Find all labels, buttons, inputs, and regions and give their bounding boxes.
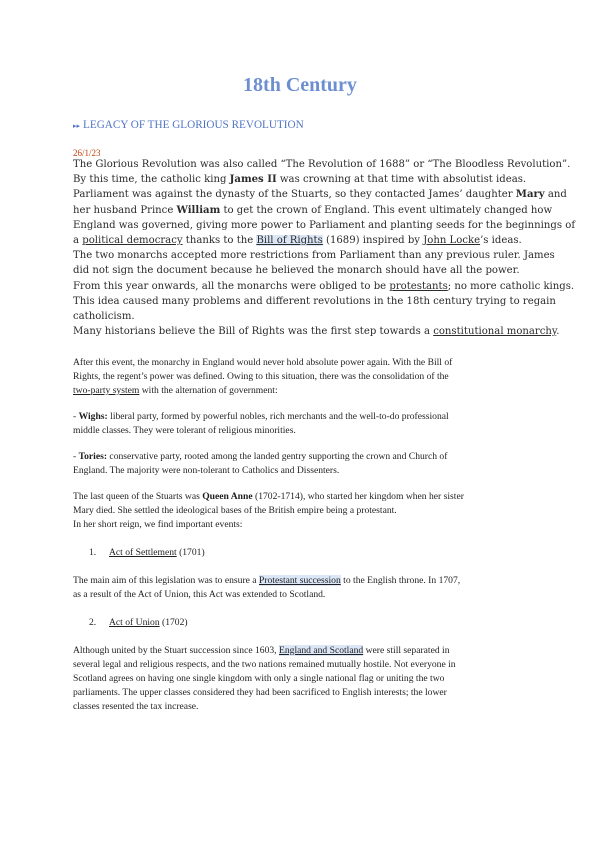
text-line — [73, 504, 543, 518]
paragraph-spacer — [73, 630, 543, 644]
bold-term: Queen Anne — [202, 491, 253, 502]
text-line — [73, 370, 543, 384]
paragraph-spacer — [73, 438, 543, 450]
text-line — [73, 574, 543, 588]
text-run: From this year onwards, all the monarchs were obliged to be — [73, 280, 390, 292]
text-run: Although united by the Stuart succession since 1603, — [73, 645, 279, 656]
text-run: ; no more catholic kings. — [447, 280, 575, 292]
text-run: This idea caused many problems and different revolutions in the 18th century trying to regain — [73, 295, 556, 307]
underlined-term: protestants — [389, 280, 448, 292]
text-run: The main aim of this legislation was to ensure a — [73, 575, 259, 586]
text-run: Mary died. She settled the ideological bases of the British empire being a protestant. — [73, 505, 397, 516]
list-item — [73, 546, 543, 560]
text-run: was crowning at that time with absolutist ideas. — [276, 174, 527, 186]
section-heading — [73, 119, 304, 131]
text-line — [73, 233, 543, 248]
underlined-term: Act of Union — [109, 617, 160, 628]
text-line — [73, 490, 543, 504]
text-line — [73, 218, 576, 233]
text-run: The Glorious Revolution was also called “The Revolution of 1688” or “The Bloodless Revolution”. — [73, 159, 571, 170]
bold-term: William — [176, 204, 221, 216]
text-line — [73, 672, 543, 686]
text-run: thanks to the — [182, 234, 257, 246]
text-line — [73, 309, 543, 324]
parliament-section — [73, 356, 543, 714]
text-line — [73, 187, 567, 202]
text-line — [73, 410, 543, 424]
paragraph-spacer — [73, 478, 543, 490]
paragraph-spacer — [73, 602, 543, 616]
text-run: with the alternation of government: — [139, 385, 278, 396]
text-run: to get the crown of England. This event ultimately changed how — [220, 204, 553, 216]
paragraph-spacer — [73, 560, 543, 574]
text-run: classes resented the tax increase. — [73, 701, 199, 712]
text-line — [73, 700, 543, 714]
bold-term: Mary — [515, 189, 545, 201]
text-run: After this event, the monarchy in England would never hold absolute power again. With the Bill of — [73, 357, 453, 368]
text-run: and — [544, 189, 567, 201]
text-line — [73, 172, 543, 187]
document-title: 18th Century — [243, 74, 357, 96]
list-item — [73, 616, 543, 630]
text-line — [73, 157, 571, 172]
text-run: Scotland agrees on having one single kingdom with only a single national flag or uniting the two — [73, 673, 445, 684]
text-run: - — [73, 451, 79, 462]
bold-term: Wighs: — [78, 411, 108, 422]
highlighted-term: England and Scotland — [278, 645, 364, 656]
text-line — [73, 248, 555, 263]
underlined-term: John Locke — [423, 234, 481, 246]
text-line — [73, 324, 560, 339]
text-run: The last queen of the Stuarts was — [73, 491, 203, 502]
note-date: 26/1/23 — [73, 148, 101, 158]
list-number: 1. — [89, 547, 97, 558]
text-run: were still separated in — [363, 645, 450, 656]
text-run: her husband Prince — [73, 204, 177, 216]
text-run: to the English throne. In 1707, — [340, 575, 461, 586]
text-line — [73, 588, 543, 602]
text-line — [73, 644, 543, 658]
underlined-term: two-party system — [73, 385, 140, 396]
legacy-paragraph — [73, 157, 576, 339]
paragraph-spacer — [73, 398, 543, 410]
text-line — [73, 384, 543, 398]
text-line — [73, 356, 543, 370]
text-line — [73, 203, 553, 218]
bold-term: James II — [229, 174, 277, 186]
text-line — [73, 518, 543, 532]
text-run: a — [73, 234, 83, 246]
text-line — [73, 279, 575, 294]
underlined-term: constitutional monarchy — [433, 326, 557, 338]
text-line — [73, 658, 543, 672]
text-run: parliaments. The upper classes considered they had been sacrificed to English interests; the lower — [73, 687, 447, 698]
text-run: In her short reign, we find important events: — [73, 519, 243, 530]
text-line — [73, 424, 543, 438]
text-run: England. The majority were non-tolerant to Catholics and Dissenters. — [73, 465, 340, 476]
text-line — [73, 686, 543, 700]
text-line — [73, 294, 556, 309]
text-run: Rights, the regent’s power was defined. Owing to this situation, there was the consolidation of the — [73, 371, 449, 382]
paragraph-spacer — [73, 532, 543, 546]
bold-term: Tories: — [78, 451, 108, 462]
text-run: liberal party, formed by powerful nobles, rich merchants and the well-to-do professional — [107, 411, 449, 422]
text-run: Parliament was against the dynasty of the Stuarts, so they contacted James’ daughter — [73, 189, 516, 201]
text-run: (1689) inspired by — [322, 234, 424, 246]
text-run: By this time, the catholic king — [73, 174, 230, 186]
text-run: - — [73, 411, 79, 422]
list-number: 2. — [89, 617, 97, 628]
text-run: conservative party, rooted among the landed gentry supporting the crown and Church of — [107, 451, 448, 462]
underlined-term: Act of Settlement — [109, 547, 177, 558]
text-run: several legal and religious respects, and the two nations remained mutually hostile. Not everyone in — [73, 659, 456, 670]
text-run: The two monarchs accepted more restrictions from Parliament than any previous ruler. James — [73, 250, 555, 262]
text-line — [73, 263, 543, 278]
text-run: (1701) — [176, 547, 205, 558]
text-run: did not sign the document because he believed the monarch should have all the power. — [73, 265, 520, 277]
text-run: . — [556, 326, 560, 338]
text-run: as a result of the Act of Union, this Act was extended to Scotland. — [73, 589, 326, 600]
text-run: middle classes. They were tolerant of religious minorities. — [73, 425, 296, 436]
text-run: Many historians believe the Bill of Rights was the first step towards a — [73, 326, 434, 338]
heading-bullet-icon: ▸▸ — [73, 122, 81, 130]
text-run: (1702) — [159, 617, 188, 628]
section-heading-text: LEGACY OF THE GLORIOUS REVOLUTION — [83, 119, 304, 131]
text-line — [73, 450, 543, 464]
text-run: ’s ideas. — [480, 234, 522, 246]
highlighted-term: Bill of Rights — [256, 234, 323, 246]
text-run: catholicism. — [73, 310, 135, 322]
underlined-term: political democracy — [82, 234, 183, 246]
text-run: (1702-1714), who started her kingdom when her sister — [252, 491, 464, 502]
highlighted-term: Protestant succession — [258, 575, 341, 586]
text-line — [73, 464, 543, 478]
text-run: England was governed, giving more power to Parliament and planting seeds for the beginnings of — [73, 219, 576, 231]
